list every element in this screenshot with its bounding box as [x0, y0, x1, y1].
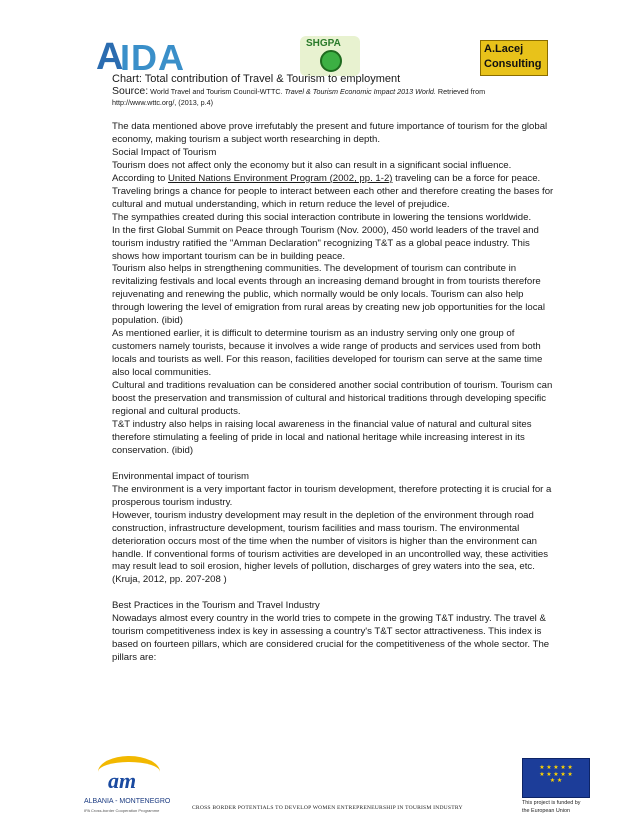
paragraph: The environment is a very important factor in tourism development, therefore protecting it is crucial for a prosperous tourism industry.	[112, 483, 552, 508]
source-text: World Travel and Tourism Council-WTTC.	[148, 87, 285, 96]
eu-stars: ★ ★ ★ ★ ★ ★ ★ ★ ★ ★ ★ ★	[539, 765, 573, 784]
paragraph: T&T industry also helps in raising local awareness in the financial value of natural and cultural sites therefore stimulating a feeling of pride in local and national heritage while increasing interest in its conservation. (ibid)	[112, 418, 532, 456]
paragraph	[112, 173, 554, 212]
paragraph: The sympathies created during this social interaction contribute in lowering the tensions worldwide.	[112, 211, 532, 223]
albania-logo-subtitle: IPA Cross-border Cooperation Programme	[84, 808, 160, 813]
paragraph-text: According to	[112, 172, 168, 184]
source-title: Travel & Tourism Economic Impact 2013 World.	[284, 87, 436, 96]
paragraph: Cultural and traditions revaluation can be considered another social contribution of tourism. Tourism can boost the preservation and transmission of cultural and historical traditions through developing specific regional and cultural products.	[112, 380, 553, 417]
lacej-consulting-logo	[480, 40, 548, 76]
paragraph: Nowadays almost every country in the world tries to compete in the growing T&T industry. The travel & tourism competitiveness index is key in assessing a country's T&T sector attractiveness. This index is based on fourteen pillars, which are considered crucial for the competitiveness of the whole sector. The pillars are:	[112, 613, 550, 664]
source-tail: Retrieved from	[435, 87, 486, 96]
shgpa-logo	[300, 36, 360, 76]
chart-caption: Chart: Total contribution of Travel & Tourism to employment	[112, 73, 401, 85]
paragraph: In the first Global Summit on Peace through Tourism (Nov. 2000), 450 world leaders of the travel and tourism industry ratified the "Amman Declaration" recognizing T&T as a global peace industry. This shows how important tourism can be in building peace.	[112, 224, 539, 262]
paragraph: The data mentioned above prove irrefutably the present and future importance of tourism for the global economy, making tourism a subject worth researching in depth.	[112, 121, 548, 145]
footer-project-title: CROSS BORDER POTENTIALS TO DEVELOP WOMEN ENTREPRENEURSHIP IN TOURISM INDUSTRY	[192, 805, 463, 811]
aida-logo-first-letter: A	[96, 36, 124, 78]
eye-icon	[320, 50, 342, 72]
paragraph: Tourism also helps in strengthening communities. The development of tourism can contribute in revitalizing festivals and local events through an increasing demand brought in from tourists therefore rejuvenating and renewing the public, which normally would be only locals. Tourism can also help through lowering the level of emigration from rural areas by creating new job opportunities for the local population. (ibid)	[112, 263, 546, 327]
eu-funding-logo	[522, 758, 590, 820]
source-lead: Source:	[112, 85, 149, 97]
paragraph-text: traveling can be a force for peace. Traveling brings a chance for people to interact between each other and therefore creating the bases for cultural and mutual understanding, which in return reduce the level of prejudice.	[112, 172, 554, 210]
albania-logo-name: ALBANIA - MONTENEGRO	[84, 798, 171, 805]
aida-logo-rest: IDA	[120, 37, 185, 78]
am-monogram-icon: am	[108, 768, 137, 793]
eu-flag-icon	[522, 758, 590, 798]
lacej-logo-line2: Consulting	[484, 58, 542, 70]
section-heading-environment: Environmental impact of tourism	[112, 470, 250, 482]
source-url: http://www.wttc.org/, (2013, p.4)	[112, 98, 214, 107]
unep-citation-link[interactable]: United Nations Environment Program (2002, pp. 1-2)	[168, 172, 393, 184]
paragraph: However, tourism industry development may result in the depletion of the environment through road construction, infrastructure development, tourism facilities and mass tourism. The environmental deterioration occurs most of the time when the number of visitors is higher than the environment can handle. If conventional forms of tourism activities are developed in an uncontrolled way, these activities may result lead to soil erosion, higher levels of pollution, discharges of grey waters into the sea, etc. (Kruja, 2012, pp. 207-208 )	[112, 509, 549, 586]
lacej-logo-line1: A.Lacej	[484, 43, 524, 55]
albania-montenegro-logo	[84, 756, 180, 820]
section-heading-social: Social Impact of Tourism	[112, 146, 217, 158]
paragraph: As mentioned earlier, it is difficult to determine tourism as an industry serving only one group of customers namely tourists, because it involves a wide range of products and services used from both locals and tourists as well. For this reason, facilities developed for tourism can serve at the same time also local communities.	[112, 328, 543, 379]
paragraph: Tourism does not affect only the economy but it also can result in a significant social influence.	[112, 159, 512, 171]
eu-caption-line2: the European Union	[522, 808, 570, 814]
document-body	[112, 72, 554, 665]
eu-caption-line1: This project is funded by	[522, 800, 581, 806]
shgpa-logo-text: SHGPA	[306, 38, 341, 49]
section-heading-best-practices: Best Practices in the Tourism and Travel Industry	[112, 600, 320, 612]
source-citation	[112, 86, 554, 97]
